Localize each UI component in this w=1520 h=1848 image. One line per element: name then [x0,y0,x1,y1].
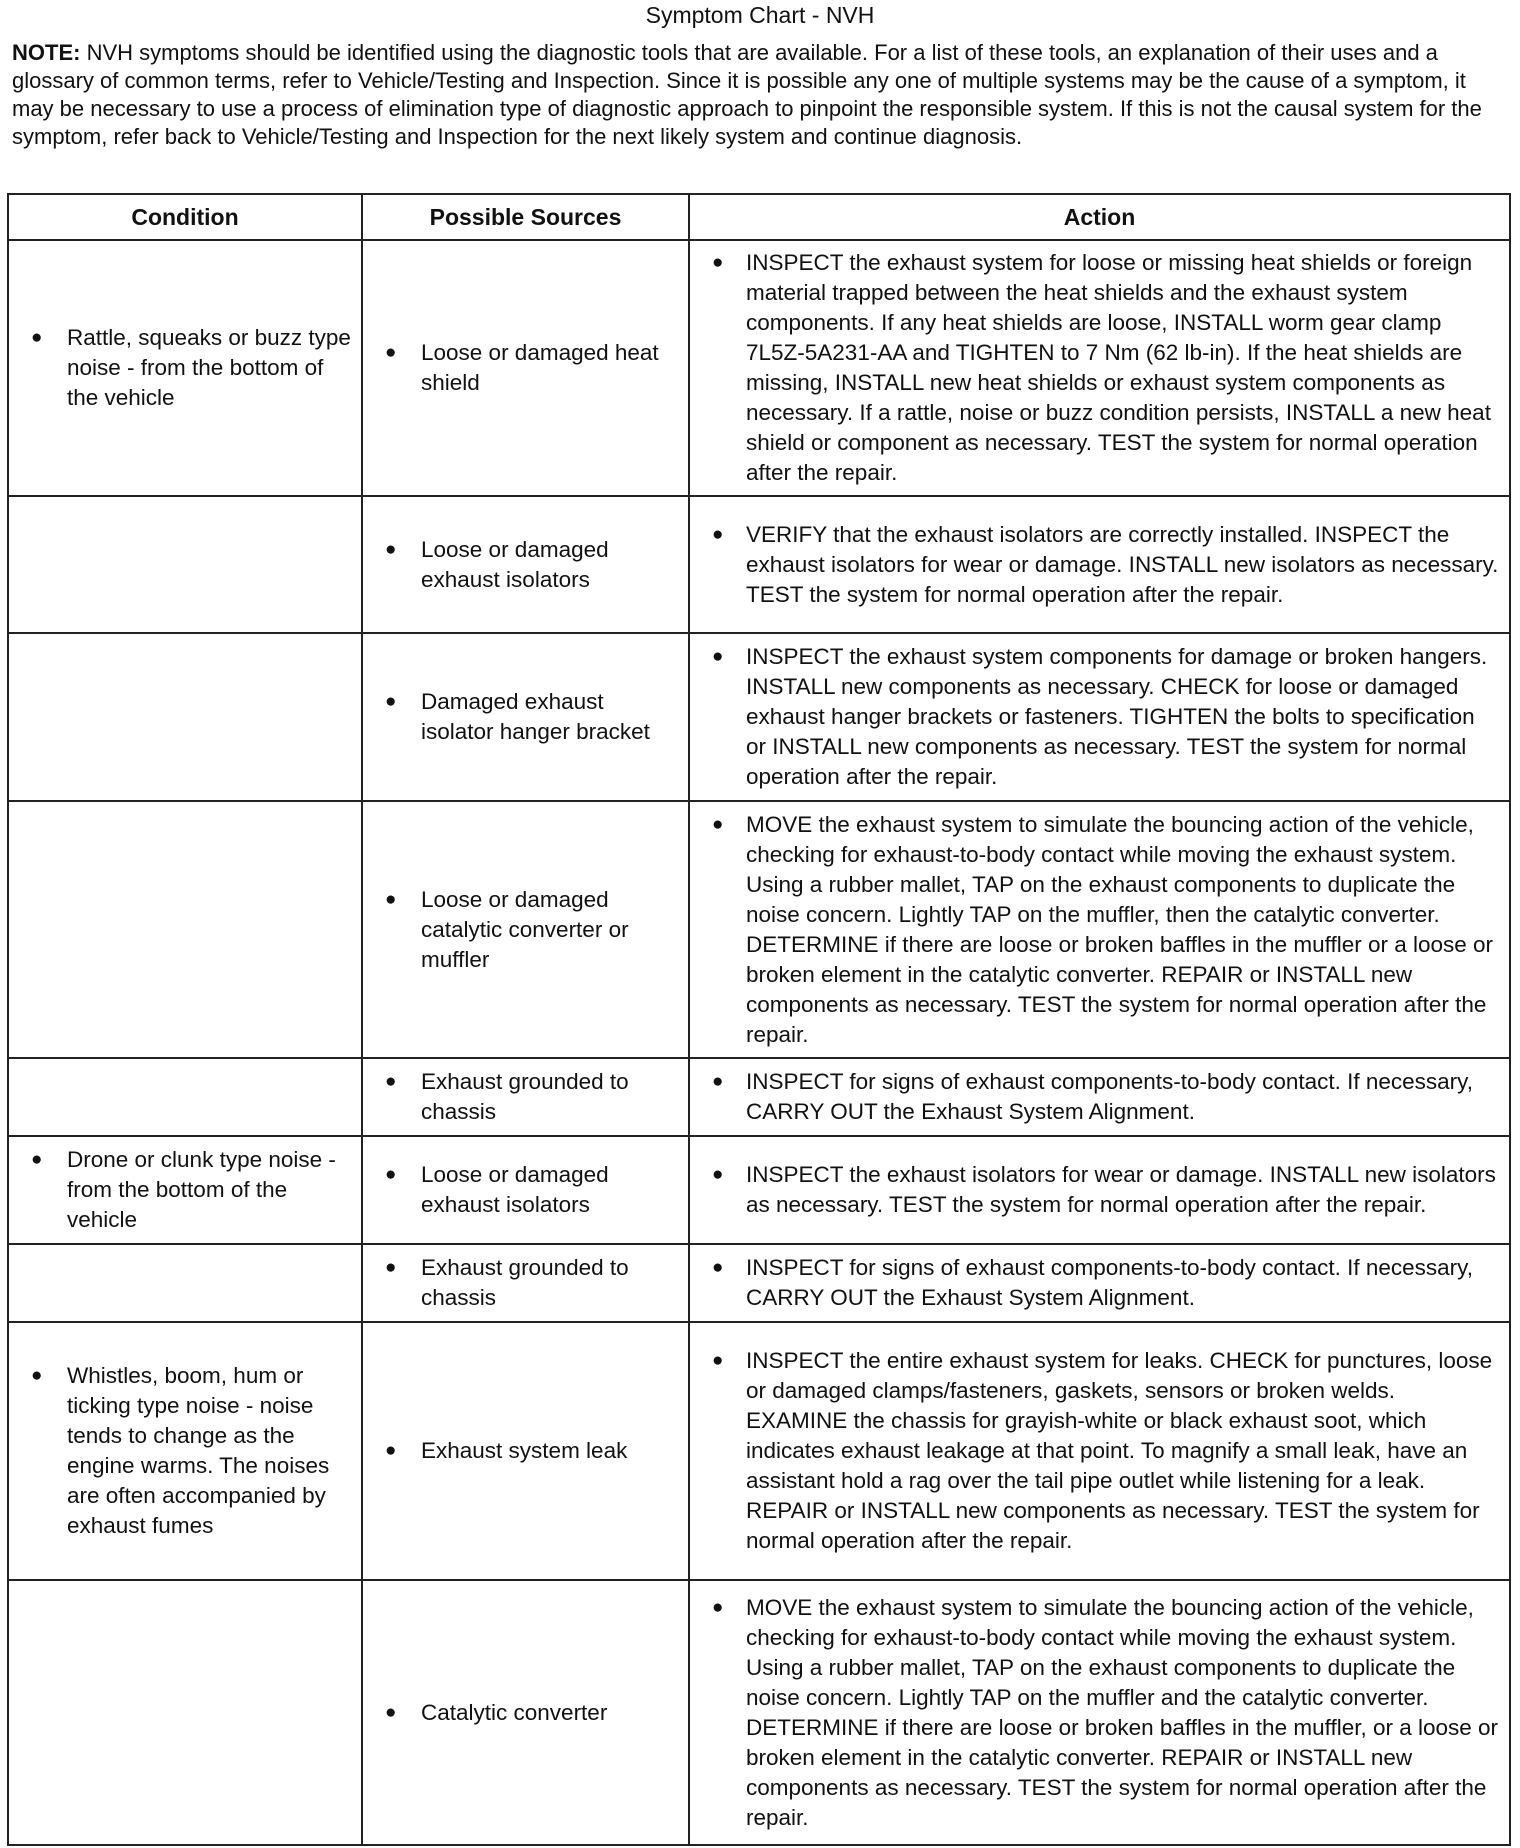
note-label: NOTE: [12,40,81,65]
note-text: NVH symptoms should be identified using the diagnostic tools that are available. For a list of these tools, an explanation of their uses and a glossary of common terms, refer to Vehicle/Testing and Inspection. Since it is possible any one of multiple systems may be the cause of a symptom, it may be necessary to use a process of elimination type of diagnostic approach to pinpoint the responsible system. If this is not the causal system for the symptom, refer back to Vehicle/Testing and Inspection for the next likely system and continue diagnosis. [12,40,1482,149]
table-row [8,1580,1510,1845]
source-text: ● Exhaust grounded to chassis [363,1253,678,1313]
action-text: ● MOVE the exhaust system to simulate the bouncing action of the vehicle, checking for exhaust-to-body contact while moving the exhaust system. Using a rubber mallet, TAP on the exhaust components to duplicate the noise concern. Lightly TAP on the muffler, then the catalytic converter. DETERMINE if there are loose or broken baffles in the muffler or a loose or broken element in the catalytic converter. REPAIR or INSTALL new components as necessary. TEST the system for normal operation after the repair. [690,810,1499,1050]
table-row [8,633,1510,801]
condition-text: ● Whistles, boom, hum or ticking type noise - noise tends to change as the engine warms. The noises are often accompanied by exhaust fumes [9,1361,351,1541]
condition-cell [8,1058,362,1136]
condition-cell [8,1136,362,1244]
source-text: ● Loose or damaged exhaust isolators [363,535,678,595]
condition-text: ● Drone or clunk type noise - from the bottom of the vehicle [9,1145,351,1235]
table-row [8,240,1510,496]
table-row [8,496,1510,633]
source-cell [362,1580,689,1845]
source-text: ● Loose or damaged exhaust isolators [363,1160,678,1220]
condition-cell [8,633,362,801]
header-action: Action [689,194,1510,240]
table-row [8,1058,1510,1136]
action-cell [689,1136,1510,1244]
condition-cell [8,1580,362,1845]
note-paragraph [12,39,1507,151]
header-condition: Condition [8,194,362,240]
action-cell [689,240,1510,496]
source-text: ● Exhaust grounded to chassis [363,1067,678,1127]
action-text: ● INSPECT for signs of exhaust components-to-body contact. If necessary, CARRY OUT the Exhaust System Alignment. [690,1253,1499,1313]
source-cell [362,1244,689,1322]
condition-cell [8,1322,362,1580]
source-cell [362,1322,689,1580]
condition-cell [8,240,362,496]
source-text: ● Exhaust system leak [363,1436,678,1466]
table-row [8,1136,1510,1244]
action-cell [689,801,1510,1058]
header-possible-sources: Possible Sources [362,194,689,240]
source-text: ● Loose or damaged catalytic converter or muffler [363,885,678,975]
action-text: ● INSPECT the exhaust system components for damage or broken hangers. INSTALL new components as necessary. CHECK for loose or damaged exhaust hanger brackets or fasteners. TIGHTEN the bolts to specification or INSTALL new components as necessary. TEST the system for normal operation after the repair. [690,642,1499,792]
action-cell [689,633,1510,801]
action-text: ● INSPECT the entire exhaust system for leaks. CHECK for punctures, loose or damaged clamps/fasteners, gaskets, sensors or broken welds. EXAMINE the chassis for grayish-white or black exhaust soot, which indicates exhaust leakage at that point. To magnify a small leak, have an assistant hold a rag over the tail pipe outlet while listening for a leak. REPAIR or INSTALL new components as necessary. TEST the system for normal operation after the repair. [690,1346,1499,1556]
source-cell [362,240,689,496]
condition-cell [8,496,362,633]
source-cell [362,496,689,633]
source-cell [362,801,689,1058]
condition-text: ● Rattle, squeaks or buzz type noise - from the bottom of the vehicle [9,323,351,413]
action-cell [689,496,1510,633]
source-cell [362,633,689,801]
action-text: ● INSPECT the exhaust system for loose or missing heat shields or foreign material trapped between the heat shields and the exhaust system components. If any heat shields are loose, INSTALL worm gear clamp 7L5Z-5A231-AA and TIGHTEN to 7 Nm (62 lb-in). If the heat shields are missing, INSTALL new heat shields or exhaust system components as necessary. If a rattle, noise or buzz condition persists, INSTALL a new heat shield or component as necessary. TEST the system for normal operation after the repair. [690,248,1499,488]
symptom-table [7,193,1511,1846]
source-cell [362,1136,689,1244]
action-text: ● INSPECT for signs of exhaust components-to-body contact. If necessary, CARRY OUT the Exhaust System Alignment. [690,1067,1499,1127]
action-text: ● MOVE the exhaust system to simulate the bouncing action of the vehicle, checking for exhaust-to-body contact while moving the exhaust system. Using a rubber mallet, TAP on the exhaust components to duplicate the noise concern. Lightly TAP on the muffler and the catalytic converter. DETERMINE if there are loose or broken baffles in the muffler, or a loose or broken element in the catalytic converter. REPAIR or INSTALL new components as necessary. TEST the system for normal operation after the repair. [690,1593,1499,1833]
table-row [8,801,1510,1058]
condition-cell [8,801,362,1058]
source-text: ● Damaged exhaust isolator hanger bracket [363,687,678,747]
action-cell [689,1322,1510,1580]
table-header-row [8,194,1510,240]
condition-cell [8,1244,362,1322]
source-cell [362,1058,689,1136]
action-text: ● INSPECT the exhaust isolators for wear or damage. INSTALL new isolators as necessary. TEST the system for normal operation after the repair. [690,1160,1499,1220]
action-cell [689,1058,1510,1136]
source-text: ● Catalytic converter [363,1698,678,1728]
action-cell [689,1580,1510,1845]
page-title: Symptom Chart - NVH [645,2,875,28]
action-text: ● VERIFY that the exhaust isolators are correctly installed. INSPECT the exhaust isolators for wear or damage. INSTALL new isolators as necessary. TEST the system for normal operation after the repair. [690,520,1499,610]
table-row [8,1322,1510,1580]
action-cell [689,1244,1510,1322]
table-row [8,1244,1510,1322]
source-text: ● Loose or damaged heat shield [363,338,678,398]
